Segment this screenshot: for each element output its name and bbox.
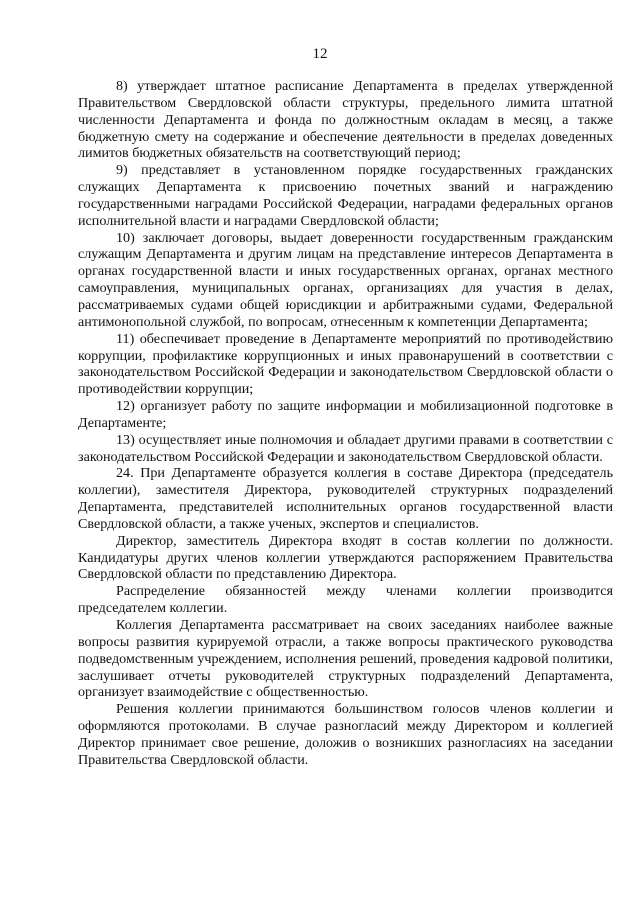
paragraph-item-13: 13) осуществляет иные полномочия и обладает другими правами в соответствии с законодательством Российской Федерации и законодательством Свердловской области. <box>78 431 613 465</box>
paragraph-section-24: 24. При Департаменте образуется коллегия в составе Директора (председатель коллегии), заместителя Директора, руководителей структурных подразделений Департамента, представителей исполнительных органов государственной власти Свердловской области, а также ученых, экспертов и специалистов. <box>78 465 613 532</box>
paragraph-collegium-agenda: Коллегия Департамента рассматривает на своих заседаниях наиболее важные вопросы развития курируемой отрасли, а также вопросы практического руководства подведомственным учреждением, исполнения решений, проведения кадровой политики, заслушивает отчеты руководителей структурных подразделений Департамента, организует взаимодействие с общественностью. <box>78 617 613 701</box>
paragraph-item-12: 12) организует работу по защите информации и мобилизационной подготовке в Департаменте; <box>78 398 613 431</box>
paragraph-item-11: 11) обеспечивает проведение в Департаменте мероприятий по противодействию коррупции, профилактике коррупционных и иных правонарушений в соответствии с законодательством Российской Федерации и законодательством Свердловской области о противодействии коррупции; <box>78 330 613 398</box>
document-body <box>78 78 613 769</box>
paragraph-item-10: 10) заключает договоры, выдает доверенности государственным гражданским служащим Департамента и другим лицам на представление интересов Департамента в органах государственной власти и иных государственных органах, органах местного самоуправления, муниципальных органах, организациях для участия в делах, рассматриваемых судами общей юрисдикции и арбитражными судами, Федеральной антимонопольной службой, по вопросам, отнесенным к компетенции Департамента; <box>78 229 613 330</box>
paragraph-collegium-membership: Директор, заместитель Директора входят в состав коллегии по должности. Кандидатуры других членов коллегии утверждаются распоряжением Правительства Свердловской области по представлению Директора. <box>78 532 613 583</box>
paragraph-duties-distribution: Распределение обязанностей между членами коллегии производится председателем коллегии. <box>78 583 613 617</box>
paragraph-item-8: 8) утверждает штатное расписание Департамента в пределах утвержденной Правительством Свердловской области структуры, предельного лимита штатной численности Департамента и фонда по должностным окладам в месяц, а также бюджетную смету на содержание и обеспечение деятельности в пределах доведенных лимитов бюджетных обязательств на соответствующий период; <box>78 78 613 162</box>
paragraph-item-9: 9) представляет в установленном порядке государственных гражданских служащих Департамента к присвоению почетных званий и награждению государственными наградами Российской Федерации, наградами федеральных органов исполнительной власти и наградами Свердловской области; <box>78 162 613 229</box>
page-number: 12 <box>312 46 328 62</box>
paragraph-collegium-decisions: Решения коллегии принимаются большинством голосов членов коллегии и оформляются протоколами. В случае разногласий между Директором и коллегией Директор принимает свое решение, доложив о возникших разногласиях на заседании Правительства Свердловской области. <box>78 701 613 768</box>
